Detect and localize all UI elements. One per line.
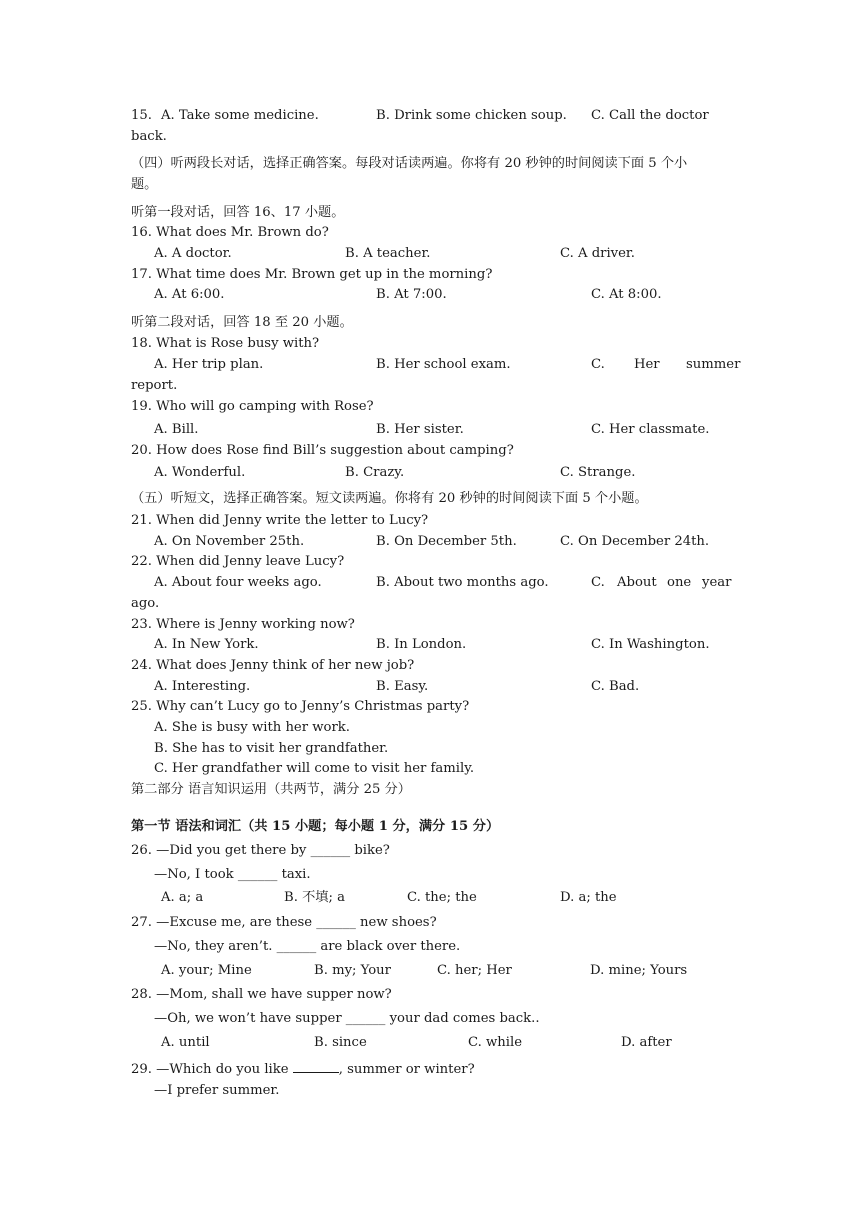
q19-option-a: A. Bill. <box>154 422 199 437</box>
q28-line1: 28. —Mom, shall we have supper now? <box>131 987 392 1002</box>
q28-option-c: C. while <box>468 1035 523 1050</box>
q17-option-a: A. At 6:00. <box>154 287 225 302</box>
q29-line1 <box>131 1058 475 1079</box>
q20-option-b: B. Crazy. <box>345 465 405 480</box>
q27-option-d: D. mine; Yours <box>590 963 688 978</box>
q23-option-b: B. In London. <box>376 637 467 652</box>
q18-option-c-continued: report. <box>131 378 178 393</box>
section4-instruction-continued: 题。 <box>131 177 158 192</box>
q29-blank <box>293 1058 339 1073</box>
q29-line1-end: , summer or winter? <box>338 1062 475 1077</box>
q22-option-b: B. About two months ago. <box>376 575 549 590</box>
q25-option-c: C. Her grandfather will come to visit her family. <box>154 761 475 776</box>
q26-line2: —No, I took ______ taxi. <box>154 867 311 882</box>
q28-option-a: A. until <box>161 1035 210 1050</box>
section1-heading: 第一节 语法和词汇（共 15 小题；每小题 1 分，满分 15 分） <box>131 819 500 834</box>
q22-option-c-word1: About <box>617 575 657 590</box>
dialog2-heading: 听第二段对话，回答 18 至 20 小题。 <box>131 315 353 330</box>
q22-stem: 22. When did Jenny leave Lucy? <box>131 554 345 569</box>
q29-line1-start: 29. —Which do you like <box>131 1062 293 1077</box>
q22-option-c-letter: C. <box>591 575 605 590</box>
part2-heading: 第二部分 语言知识运用（共两节，满分 25 分） <box>131 782 411 797</box>
q17-stem: 17. What time does Mr. Brown get up in the morning? <box>131 267 493 282</box>
q15-option-a: A. Take some medicine. <box>161 108 319 123</box>
q21-stem: 21. When did Jenny write the letter to Lucy? <box>131 513 429 528</box>
q15-number: 15. <box>131 108 152 123</box>
q16-option-a: A. A doctor. <box>154 246 232 261</box>
q26-line1: 26. —Did you get there by ______ bike? <box>131 843 390 858</box>
q22-option-c-word2: one <box>667 575 692 590</box>
q23-option-c: C. In Washington. <box>591 637 710 652</box>
q16-option-b: B. A teacher. <box>345 246 431 261</box>
q19-stem: 19. Who will go camping with Rose? <box>131 399 374 414</box>
q24-stem: 24. What does Jenny think of her new job? <box>131 658 415 673</box>
q25-stem: 25. Why can’t Lucy go to Jenny’s Christmas party? <box>131 699 470 714</box>
q27-line2: —No, they aren’t. ______ are black over there. <box>154 939 461 954</box>
q24-option-a: A. Interesting. <box>154 679 251 694</box>
q27-option-c: C. her; Her <box>437 963 512 978</box>
q18-option-c-word2: summer <box>686 357 741 372</box>
q17-option-c: C. At 8:00. <box>591 287 662 302</box>
q28-line2: —Oh, we won’t have supper ______ your dad comes back.. <box>154 1011 540 1026</box>
q15-option-b: B. Drink some chicken soup. <box>376 108 567 123</box>
q15-option-c-continued: back. <box>131 129 167 144</box>
q22-option-c-continued: ago. <box>131 596 160 611</box>
q18-stem: 18. What is Rose busy with? <box>131 336 320 351</box>
section4-instruction: （四）听两段长对话，选择正确答案。每段对话读两遍。你将有 20 秒钟的时间阅读下面 5 个小 <box>131 156 688 171</box>
q22-option-a: A. About four weeks ago. <box>154 575 322 590</box>
q28-option-b: B. since <box>314 1035 367 1050</box>
q21-option-b: B. On December 5th. <box>376 534 517 549</box>
q27-line1: 27. —Excuse me, are these ______ new shoes? <box>131 915 437 930</box>
q20-option-c: C. Strange. <box>560 465 636 480</box>
q16-option-c: C. A driver. <box>560 246 635 261</box>
q22-option-c-word3: year <box>702 575 732 590</box>
q21-option-a: A. On November 25th. <box>154 534 305 549</box>
q29-line2: —I prefer summer. <box>154 1083 280 1098</box>
q26-option-b: B. 不填; a <box>284 890 345 905</box>
q20-option-a: A. Wonderful. <box>154 465 246 480</box>
q25-option-b: B. She has to visit her grandfather. <box>154 741 389 756</box>
q18-option-b: B. Her school exam. <box>376 357 511 372</box>
q28-option-d: D. after <box>621 1035 672 1050</box>
q15-option-c: C. Call the doctor <box>591 108 709 123</box>
dialog1-heading: 听第一段对话，回答 16、17 小题。 <box>131 205 345 220</box>
q26-option-a: A. a; a <box>161 890 204 905</box>
q19-option-b: B. Her sister. <box>376 422 464 437</box>
q18-option-c-letter: C. <box>591 357 605 372</box>
q24-option-b: B. Easy. <box>376 679 429 694</box>
section5-instruction: （五）听短文，选择正确答案。短文读两遍。你将有 20 秒钟的时间阅读下面 5 个小题。 <box>131 491 648 506</box>
q17-option-b: B. At 7:00. <box>376 287 447 302</box>
q27-option-a: A. your; Mine <box>161 963 252 978</box>
q27-option-b: B. my; Your <box>314 963 391 978</box>
q25-option-a: A. She is busy with her work. <box>154 720 350 735</box>
q26-option-d: D. a; the <box>560 890 617 905</box>
q20-stem: 20. How does Rose find Bill’s suggestion about camping? <box>131 443 514 458</box>
q23-stem: 23. Where is Jenny working now? <box>131 617 355 632</box>
q24-option-c: C. Bad. <box>591 679 640 694</box>
q16-stem: 16. What does Mr. Brown do? <box>131 225 329 240</box>
q21-option-c: C. On December 24th. <box>560 534 710 549</box>
q26-option-c: C. the; the <box>407 890 477 905</box>
q23-option-a: A. In New York. <box>154 637 259 652</box>
q19-option-c: C. Her classmate. <box>591 422 710 437</box>
q18-option-c-word1: Her <box>634 357 660 372</box>
q18-option-a: A. Her trip plan. <box>154 357 264 372</box>
